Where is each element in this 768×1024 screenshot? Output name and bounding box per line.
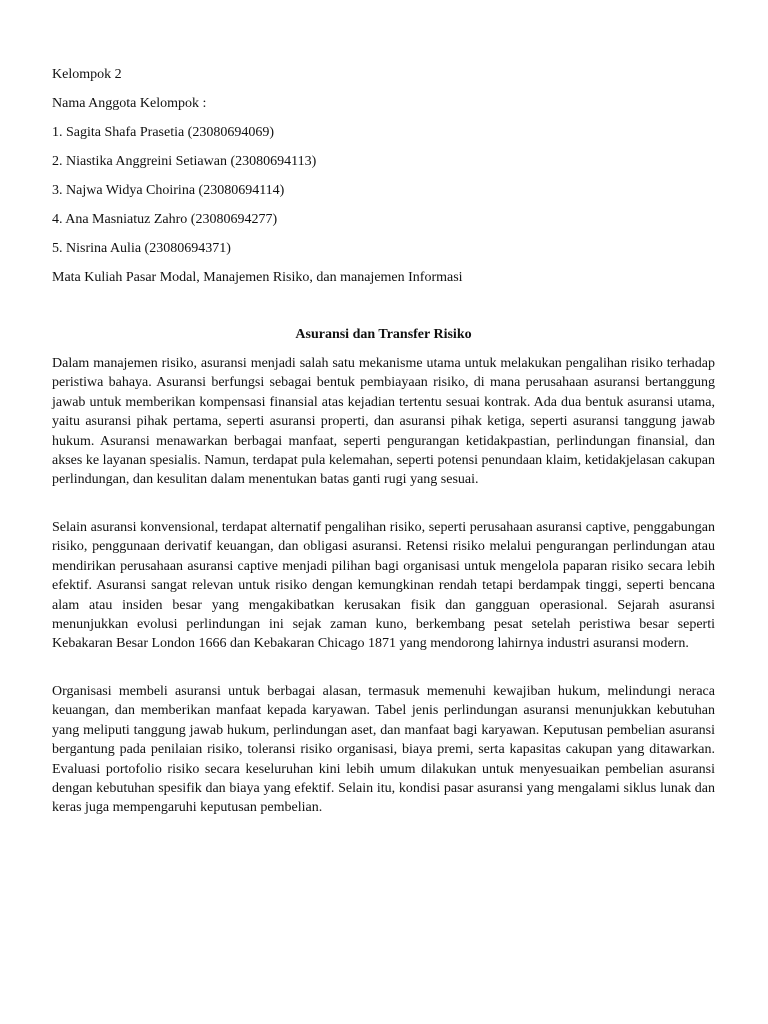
member-item-1: 1. Sagita Shafa Prasetia (23080694069)	[52, 125, 275, 140]
member-item-3: 3. Najwa Widya Choirina (23080694114)	[52, 183, 285, 198]
member-item-4: 4. Ana Masniatuz Zahro (23080694277)	[52, 212, 278, 227]
course-name: Mata Kuliah Pasar Modal, Manajemen Risiko, dan manajemen Informasi	[52, 270, 463, 285]
document-title: Asuransi dan Transfer Risiko	[295, 327, 472, 342]
member-item-5: 5. Nisrina Aulia (23080694371)	[52, 241, 231, 256]
body-paragraph-3: Organisasi membeli asuransi untuk berbagai alasan, termasuk memenuhi kewajiban hukum, melindungi neraca keuangan, dan memberikan manfaat kepada karyawan. Tabel jenis perlindungan asuransi menunjukkan kebutuhan yang meliputi tanggung jawab hukum, perlindungan aset, dan manfaat bagi karyawan. Keputusan pembelian asuransi bergantung pada penilaian risiko, toleransi risiko organisasi, biaya premi, serta kapasitas cakupan yang ditawarkan. Evaluasi portofolio risiko secara keseluruhan kini lebih umum dilakukan untuk menyesuaikan pembelian asuransi dengan kebutuhan spesifik dan biaya yang efektif. Selain itu, kondisi pasar asuransi yang mengalami siklus lunak dan keras juga mempengaruhi keputusan pembelian.	[52, 684, 715, 816]
body-paragraph-1: Dalam manajemen risiko, asuransi menjadi salah satu mekanisme utama untuk melakukan pengalihan risiko terhadap peristiwa bahaya. Asuransi berfungsi sebagai bentuk pembiayaan risiko, di mana perusahaan asuransi bertanggung jawab untuk memberikan kompensasi finansial atas kejadian tertentu sesuai kontrak. Ada dua bentuk asuransi utama, yaitu asuransi pihak pertama, seperti asuransi properti, dan asuransi pihak ketiga, seperti asuransi tanggung jawab hukum. Asuransi menawarkan berbagai manfaat, seperti pengurangan ketidakpastian, perlindungan finansial, dan akses ke layanan spesialis. Namun, terdapat pula kelemahan, seperti potensi penundaan klaim, ketidakjelasan cakupan perlindungan, dan kesulitan dalam menentukan batas ganti rugi yang sesuai.	[52, 356, 715, 488]
group-name: Kelompok 2	[52, 67, 122, 82]
members-label: Nama Anggota Kelompok :	[52, 96, 207, 111]
body-paragraph-2: Selain asuransi konvensional, terdapat alternatif pengalihan risiko, seperti perusahaan asuransi captive, penggabungan risiko, penggunaan derivatif keuangan, dan obligasi asuransi. Retensi risiko melalui pengurangan perlindungan atau mendirikan perusahaan asuransi captive menjadi pilihan bagi organisasi untuk mengelola paparan risiko secara lebih efektif. Asuransi sangat relevan untuk risiko dengan kemungkinan rendah tetapi berdampak tinggi, seperti bencana alam atau insiden besar yang mengakibatkan kerusakan fisik dan gangguan operasional. Sejarah asuransi menunjukkan evolusi perlindungan ini sejak zaman kuno, berkembang pesat setelah peristiwa besar seperti Kebakaran Besar London 1666 dan Kebakaran Chicago 1871 yang mendorong lahirnya industri asuransi modern.	[52, 520, 715, 652]
member-item-2: 2. Niastika Anggreini Setiawan (23080694113)	[52, 154, 317, 169]
